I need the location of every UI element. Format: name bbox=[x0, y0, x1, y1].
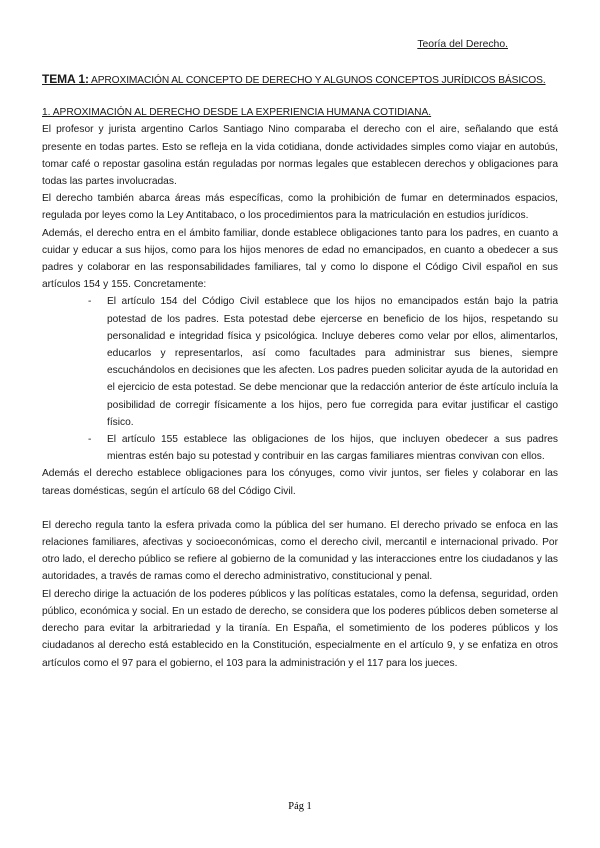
paragraph: El profesor y jurista argentino Carlos Santiago Nino comparaba el derecho con el aire, señalando que está presente en todas partes. Esto se refleja en la vida cotidiana, donde actividades simples como viajar en autobús, tomar café o repostar gasolina están reguladas por normas legales que establecen derechos y obligaciones para todas las partes involucradas. bbox=[42, 124, 558, 188]
dash-bullet: - bbox=[88, 296, 92, 308]
course-header: Teoría del Derecho. bbox=[417, 39, 508, 50]
list-item bbox=[88, 431, 558, 465]
paragraph: El derecho también abarca áreas más específicas, como la prohibición de fumar en determinados espacios, regulada por leyes como la Ley Antitabaco, o los procedimientos para la matriculación en estudios jurídicos. bbox=[42, 193, 558, 222]
paragraph: Además, el derecho entra en el ámbito familiar, donde establece obligaciones tanto para los padres, en cuanto a cuidar y educar a sus hijos, como para los hijos menores de edad no emancipados, en cuanto a obedecer a sus padres y colaborar en las responsabilidades familiares, tal y como lo dispone el Código Civil español en sus artículos 154 y 155. Concretamente: bbox=[42, 227, 558, 291]
paragraph: El derecho regula tanto la esfera privada como la pública del ser humano. El derecho privado se enfoca en las relaciones familiares, afectivas y socioeconómicas, como el derecho civil, mercantil e internacional privado. Por otro lado, el derecho público se refiere al gobierno de la comunidad y las interacciones entre los ciudadanos y las autoridades, a través de ramas como el derecho administrativo, constitucional y penal. bbox=[42, 519, 558, 583]
chapter-title-text: APROXIMACIÓN AL CONCEPTO DE DERECHO Y ALGUNOS CONCEPTOS JURÍDICOS BÁSICOS. bbox=[88, 75, 546, 86]
paragraph: Además el derecho establece obligaciones para los cónyuges, como vivir juntos, ser fieles y colaborar en las tareas domésticas, según el artículo 68 del Código Civil. bbox=[42, 468, 558, 497]
paragraph: El derecho dirige la actuación de los poderes públicos y las políticas estatales, como la defensa, seguridad, orden público, económica y social. En un estado de derecho, se considera que los poderes públicos deben someterse al derecho para evitar la arbitrariedad y la tiranía. En España, el sometimiento de los poderes públicos y los ciudadanos al derecho está establecido en la Constitución, especialmente en el artículo 9, y se enfatiza en otros artículos como el 97 para el gobierno, el 103 para la administración y el 117 para los jueces. bbox=[42, 588, 558, 669]
article-list bbox=[42, 293, 558, 465]
paragraph-spacer bbox=[42, 500, 558, 517]
page-number: Pág 1 bbox=[288, 801, 312, 812]
list-item bbox=[88, 293, 558, 431]
list-item-text: El artículo 155 establece las obligaciones de los hijos, que incluyen obedecer a sus padres mientras estén bajo su potestad y contribuir en las cargas familiares mientras convivan con ellos. bbox=[107, 434, 558, 463]
dash-bullet: - bbox=[88, 434, 92, 446]
section-heading: 1. APROXIMACIÓN AL DERECHO DESDE LA EXPERIENCIA HUMANA COTIDIANA. bbox=[42, 107, 432, 119]
list-item-text: El artículo 154 del Código Civil establece que los hijos no emancipados están bajo la patria potestad de los padres. Esta potestad debe ejercerse en beneficio de los hijos, respetando su personalidad e integridad física y psicológica. Incluye deberes como velar por ellos, alimentarlos, educarlos y representarlos, así como facultades para administrar sus bienes, siempre escuchándolos en decisiones que les afecten. Los padres pueden solicitar ayuda de la autoridad en el ejercicio de esta potestad. Se debe mencionar que la redacción anterior de éste artículo incluía la posibilidad de corregir físicamente a los hijos, pero fue corregida para evitar justificar el castigo físico. bbox=[107, 296, 558, 428]
chapter-title bbox=[42, 71, 558, 89]
chapter-label: TEMA 1: bbox=[42, 72, 89, 86]
